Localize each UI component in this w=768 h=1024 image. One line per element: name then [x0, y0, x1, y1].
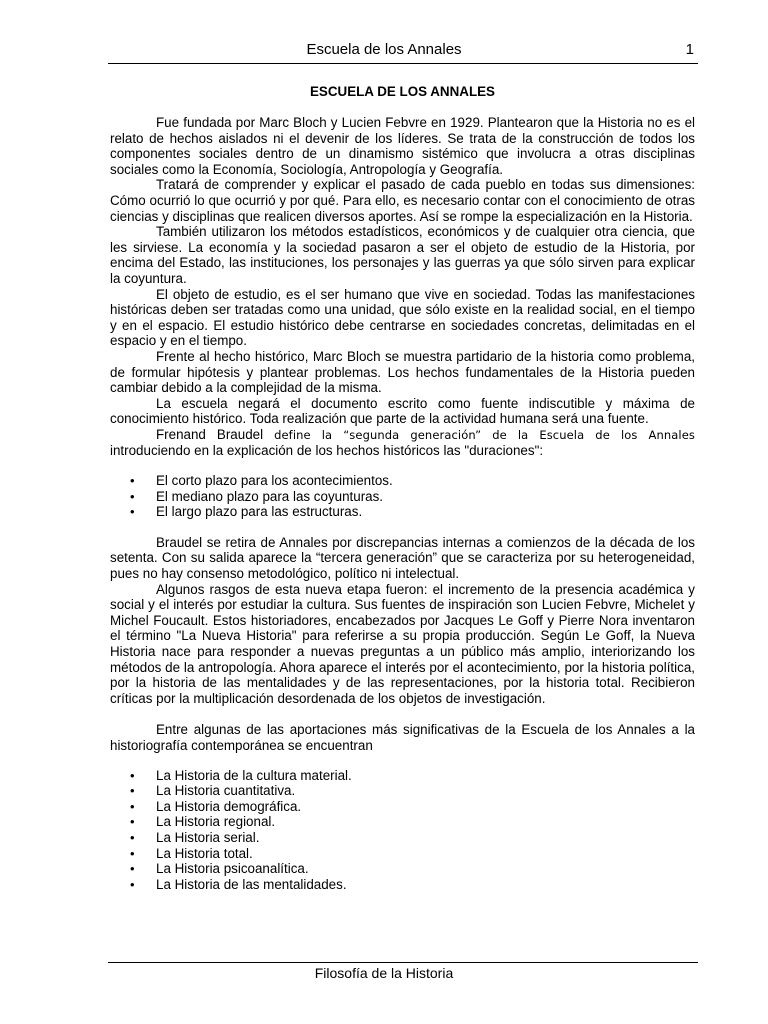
- list-item-text: La Historia serial.: [156, 829, 260, 845]
- list-item: [110, 768, 695, 784]
- paragraph-braudel: [110, 427, 695, 459]
- bullet-icon: •: [130, 814, 135, 830]
- contributions-list: [110, 768, 695, 893]
- bullet-icon: •: [130, 876, 135, 892]
- document-body: [110, 84, 695, 907]
- durations-list: [110, 473, 695, 520]
- list-item-text: La Historia total.: [156, 845, 253, 861]
- list-item: [110, 877, 695, 893]
- page-number: 1: [685, 41, 694, 58]
- paragraph: Algunos rasgos de esta nueva etapa fueron: el incremento de la presencia académica y social y el interés por estudiar la cultura. Sus fuentes de inspiración son Lucien Febvre, Michelet y Michel Foucault. Estos historiadores, encabezados por Jacques Le Goff y Pierre Nora inventaron el término "La Nueva Historia" para referirse a su propia producción. Según Le Goff, la Nueva Historia nace para responder a nuevas preguntas a un público más amplio, interiorizando los métodos de la antropología. Ahora aparece el interés por el acontecimiento, por la historia política, por la historia de las mentalidades y de las representaciones, por la historia total. Recibieron críticas por la multiplicación desordenada de los objetos de investigación.: [110, 581, 695, 706]
- bullet-icon: •: [130, 767, 135, 783]
- footer-title: Filosofía de la Historia: [314, 965, 454, 981]
- header-title: Escuela de los Annales: [306, 41, 462, 58]
- list-item: [110, 830, 695, 846]
- bullet-icon: •: [130, 504, 135, 520]
- list-item: [110, 814, 695, 830]
- paragraph: Tratará de comprender y explicar el pasado de cada pueblo en todas sus dimensiones: Cómo ocurrió lo que ocurrió y por qué. Para ello, es necesario contar con el conocimiento de otras ciencias y disciplinas que realicen diversos aportes. Así se rompe la especialización en la Historia.: [110, 177, 695, 224]
- list-item-text: La Historia psicoanalítica.: [156, 861, 309, 877]
- list-item-text: La Historia regional.: [156, 814, 276, 830]
- list-item-text: La Historia de la cultura material.: [156, 767, 352, 783]
- list-item: [110, 489, 695, 505]
- bullet-icon: •: [130, 783, 135, 799]
- list-item: [110, 861, 695, 877]
- paragraph: Frente al hecho histórico, Marc Bloch se muestra partidario de la historia como problema, de formular hipótesis y plantear problemas. Los hechos fundamentales de la Historia pueden cambiar debido a la complejidad de la misma.: [110, 348, 695, 396]
- paragraph: También utilizaron los métodos estadísticos, económicos y de cualquier otra ciencia, que les sirviese. La economía y la sociedad pasaron a ser el objeto de estudio de la Historia, por encima del Estado, las instituciones, los personajes y las guerras ya que sólo sirven para explicar la coyuntura.: [110, 224, 695, 286]
- list-item: [110, 473, 695, 489]
- list-item-text: El corto plazo para los acontecimientos.: [156, 473, 393, 489]
- bullet-icon: •: [130, 845, 135, 861]
- list-item-text: La Historia de las mentalidades.: [156, 876, 347, 892]
- list-item-text: La Historia cuantitativa.: [156, 783, 296, 799]
- bullet-icon: •: [130, 473, 135, 489]
- footer-divider: [108, 962, 698, 963]
- braudel-text-start: Frenand Braudel: [156, 426, 275, 442]
- bullet-icon: •: [130, 488, 135, 504]
- document-title: ESCUELA DE LOS ANNALES: [309, 84, 495, 99]
- paragraph: Fue fundada por Marc Bloch y Lucien Febvre en 1929. Plantearon que la Historia no es el relato de hechos aislados ni el devenir de los líderes. Se trata de la construcción de todos los componentes sociales dentro de un dinamismo sistémico que involucra a otras disciplinas sociales como la Economía, Sociología, Antropología y Geografía.: [110, 115, 695, 177]
- paragraph: La escuela negará el documento escrito como fuente indiscutible y máxima de conocimiento histórico. Toda realización que parte de la actividad humana será una fuente.: [110, 395, 695, 427]
- list-item: [110, 783, 695, 799]
- list-item-text: El mediano plazo para las coyunturas.: [156, 488, 384, 504]
- braudel-text-definition: define la “segunda generación” de la Escuela de los Annales: [274, 427, 695, 442]
- paragraph: El objeto de estudio, es el ser humano que vive en sociedad. Todas las manifestaciones históricas deben ser tratadas como una unidad, que sólo existe en la realidad social, en el tiempo y en el espacio. El estudio histórico debe centrarse en sociedades concretas, delimitadas en el espacio y en el tiempo.: [110, 286, 695, 349]
- bullet-icon: •: [130, 798, 135, 814]
- list-item-text: La Historia demográfica.: [156, 798, 302, 814]
- braudel-text-end: introduciendo en la explicación de los hechos históricos las "duraciones":: [110, 443, 544, 459]
- bullet-icon: •: [130, 861, 135, 877]
- paragraph: Braudel se retira de Annales por discrepancias internas a comienzos de la década de los setenta. Con su salida aparece la “tercera generación” que se caracteriza por su heterogeneidad, pues no hay consenso metodológico, político ni intelectual.: [110, 534, 695, 582]
- header-divider: [108, 63, 698, 64]
- list-item: [110, 799, 695, 815]
- contributions-intro: Entre algunas de las aportaciones más significativas de la Escuela de los Annales a la historiografía contemporánea se encuentran: [110, 722, 695, 753]
- list-item: [110, 846, 695, 862]
- bullet-icon: •: [130, 829, 135, 845]
- list-item-text: El largo plazo para las estructuras.: [156, 504, 363, 520]
- list-item: [110, 504, 695, 520]
